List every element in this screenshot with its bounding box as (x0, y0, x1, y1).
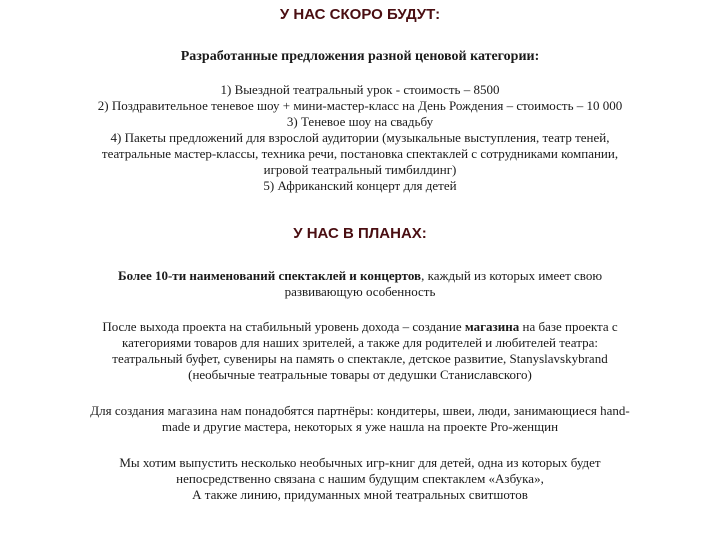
plan-performances-line-2: развивающую особенность (284, 284, 436, 299)
offer-item-4-cont-1: театральные мастер-классы, техника речи, постановка спектаклей с сотрудниками компании, (101, 146, 619, 161)
plan-shop (0, 319, 720, 383)
plan-games-line-3: А также линию, придуманных мной театральных свитшотов (192, 487, 528, 502)
plan-performances-rest: , каждый из которых имеет свою (421, 268, 603, 283)
plan-shop-pre: После выхода проекта на стабильный уровень дохода – создание (102, 319, 465, 334)
offer-item-4-cont-2: игровой театральный тимбилдинг) (263, 162, 457, 177)
heading-soon: У НАС СКОРО БУДУТ: (279, 6, 441, 23)
plan-shop-line-4: (необычные театральные товары от дедушки Станиславского) (188, 367, 532, 382)
offer-item-1: 1) Выездной театральный урок - стоимость – 8500 (220, 82, 500, 97)
plan-games-line-1: Мы хотим выпустить несколько необычных игр-книг для детей, одна из которых будет (119, 455, 601, 470)
plan-shop-line-1 (0, 319, 720, 335)
plan-partners-line-1: Для создания магазина нам понадобятся партнёры: кондитеры, швеи, люди, занимающиеся hand- (90, 403, 630, 418)
plan-shop-bold: магазина (464, 319, 520, 334)
plan-performances-line-1 (0, 268, 720, 284)
plan-shop-line-2: категориями товаров для наших зрителей, а также для родителей и любителей театра: (122, 335, 598, 350)
offer-item-5: 5) Африканский концерт для детей (263, 178, 457, 193)
plan-shop-post: на базе проекта с (519, 319, 618, 334)
plan-partners (0, 403, 720, 435)
plan-games-line-2: непосредственно связана с нашим будущим спектаклем «Азбука», (176, 471, 544, 486)
plan-performances (0, 268, 720, 300)
offers-subheading: Разработанные предложения разной ценовой категории: (180, 49, 540, 64)
offer-item-2: 2) Поздравительное теневое шоу + мини-мастер-класс на День Рождения – стоимость – 10 000 (97, 98, 623, 113)
offer-item-4: 4) Пакеты предложений для взрослой аудитории (музыкальные выступления, театр теней, (110, 130, 610, 145)
heading-plans: У НАС В ПЛАНАХ: (293, 225, 427, 242)
offer-item-3: 3) Теневое шоу на свадьбу (286, 114, 434, 129)
plan-partners-line-2: made и другие мастера, некоторых я уже нашла на проекте Pro-женщин (161, 419, 559, 434)
plan-games (0, 455, 720, 503)
plan-shop-line-3: театральный буфет, сувениры на память о спектакле, детское развитие, Stanyslavskybrand (112, 351, 608, 366)
plan-performances-bold: Более 10-ти наименований спектаклей и концертов (117, 268, 422, 283)
offers-list (0, 82, 720, 194)
